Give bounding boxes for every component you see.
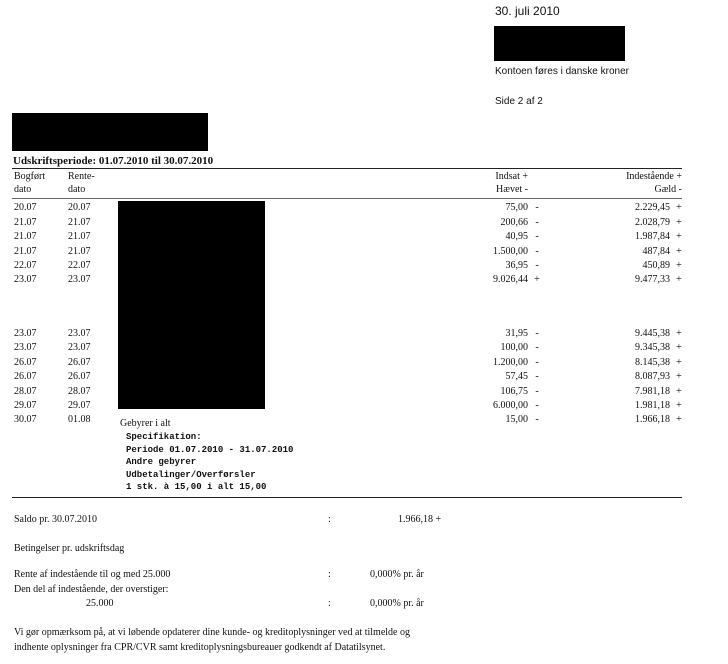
booked-date-cell: 20.07 (14, 202, 37, 213)
amount-sign-cell: - (535, 328, 539, 339)
rate1-label: Rente af indestående til og med 25.000 (14, 569, 171, 580)
amount-cell: 200,66 (500, 217, 528, 228)
notice-text: Vi gør opmærksom på, at vi løbende opdaterer dine kunde- og kreditoplysninger ved at tilmelde og indhente oplysninger fra CPR/CVR samt kreditoplysningsbureauer godkendt af Datatilsynet. (14, 627, 410, 653)
amount-cell: 1.200,00 (493, 357, 528, 368)
balance-sign-cell: + (676, 414, 682, 425)
booked-date-cell: 28.07 (14, 386, 37, 397)
interest-date-cell: 26.07 (68, 357, 91, 368)
balance-cell: 487,84 (642, 246, 670, 257)
amount-cell: 40,95 (505, 231, 528, 242)
col-interest-date: Rente- dato (68, 171, 95, 195)
table-row (14, 260, 686, 275)
table-row (14, 217, 686, 232)
balance-cell: 2.229,45 (635, 202, 670, 213)
amount-cell: 15,00 (505, 414, 528, 425)
amount-sign-cell: - (535, 246, 539, 257)
interest-date-cell: 21.07 (68, 231, 91, 242)
saldo-colon: : (328, 514, 331, 525)
rate2-label: Den del af indestående, der overstiger: (14, 584, 169, 595)
balance-sign-cell: + (676, 371, 682, 382)
col-balance: Indestående + Gæld - (626, 171, 682, 195)
rate1-value: 0,000% pr. år (370, 569, 424, 580)
amount-cell: 106,75 (500, 386, 528, 397)
amount-cell: 75,00 (505, 202, 528, 213)
rate2-colon: : (328, 598, 331, 609)
interest-date-cell: 23.07 (68, 342, 91, 353)
table-row (14, 328, 686, 343)
saldo-label: Saldo pr. 30.07.2010 (14, 514, 98, 525)
redacted-descriptions (118, 201, 265, 409)
balance-sign-cell: + (676, 342, 682, 353)
booked-date-cell: 26.07 (14, 371, 37, 382)
amount-sign-cell: + (534, 274, 540, 285)
interest-date-cell: 29.07 (68, 400, 91, 411)
interest-date-cell: 22.07 (68, 260, 91, 271)
page-indicator: Side 2 af 2 (495, 96, 543, 107)
col-booked-date: Bogført dato (14, 171, 46, 195)
amount-cell: 31,95 (505, 328, 528, 339)
columns-divider (12, 198, 682, 199)
fee-label: Gebyrer i alt (120, 418, 171, 429)
balance-cell: 1.966,18 (635, 414, 670, 425)
booked-date-cell: 21.07 (14, 217, 37, 228)
balance-sign-cell: + (676, 386, 682, 397)
booked-date-cell: 29.07 (14, 400, 37, 411)
saldo-value: 1.966,18 + (398, 514, 442, 525)
balance-cell: 1.987,84 (635, 231, 670, 242)
table-row (14, 371, 686, 386)
statement-date: 30. juli 2010 (495, 4, 560, 18)
balance-sign-cell: + (676, 202, 682, 213)
balance-cell: 8.087,93 (635, 371, 670, 382)
balance-cell: 7.981,18 (635, 386, 670, 397)
balance-cell: 9.477,33 (635, 274, 670, 285)
amount-cell: 9.026,44 (493, 274, 528, 285)
balance-sign-cell: + (676, 231, 682, 242)
booked-date-cell: 30.07 (14, 414, 37, 425)
balance-cell: 2.028,79 (635, 217, 670, 228)
amount-sign-cell: - (535, 414, 539, 425)
amount-sign-cell: - (535, 260, 539, 271)
table-row (14, 274, 686, 289)
balance-sign-cell: + (676, 400, 682, 411)
rate2-value: 0,000% pr. år (370, 598, 424, 609)
interest-date-cell: 01.08 (68, 414, 91, 425)
balance-sign-cell: + (676, 357, 682, 368)
interest-date-cell: 23.07 (68, 328, 91, 339)
balance-sign-cell: + (676, 246, 682, 257)
amount-cell: 57,45 (505, 371, 528, 382)
balance-sign-cell: + (676, 217, 682, 228)
table-row (14, 357, 686, 372)
booked-date-cell: 21.07 (14, 246, 37, 257)
table-row (14, 414, 686, 429)
interest-date-cell: 21.07 (68, 246, 91, 257)
rate2-threshold: 25.000 (86, 598, 114, 609)
amount-sign-cell: - (535, 342, 539, 353)
balance-cell: 9.445,38 (635, 328, 670, 339)
balance-cell: 1.981,18 (635, 400, 670, 411)
table-row (14, 202, 686, 217)
booked-date-cell: 22.07 (14, 260, 37, 271)
interest-date-cell: 21.07 (68, 217, 91, 228)
balance-cell: 9.345,38 (635, 342, 670, 353)
amount-cell: 36,95 (505, 260, 528, 271)
balance-cell: 8.145,38 (635, 357, 670, 368)
interest-date-cell: 28.07 (68, 386, 91, 397)
fee-specification: Specifikation: Periode 01.07.2010 - 31.07.2010 Andre gebyrer Udbetalinger/Overførsler 1 stk. à 15,00 i alt 15,00 (126, 432, 294, 492)
booked-date-cell: 21.07 (14, 231, 37, 242)
amount-sign-cell: - (535, 357, 539, 368)
amount-sign-cell: - (535, 386, 539, 397)
interest-date-cell: 23.07 (68, 274, 91, 285)
amount-cell: 6.000,00 (493, 400, 528, 411)
table-row (14, 386, 686, 401)
currency-note: Kontoen føres i danske kroner (495, 66, 629, 77)
balance-sign-cell: + (676, 260, 682, 271)
booked-date-cell: 26.07 (14, 357, 37, 368)
interest-date-cell: 26.07 (68, 371, 91, 382)
redacted-account-holder (12, 113, 208, 151)
booked-date-cell: 23.07 (14, 342, 37, 353)
balance-sign-cell: + (676, 274, 682, 285)
period-title: Udskriftsperiode: 01.07.2010 til 30.07.2010 (13, 155, 214, 167)
interest-date-cell: 20.07 (68, 202, 91, 213)
table-row (14, 400, 686, 415)
booked-date-cell: 23.07 (14, 274, 37, 285)
amount-sign-cell: - (535, 202, 539, 213)
table-row (14, 231, 686, 246)
table-row (14, 342, 686, 357)
col-amount: Indsat + Hævet - (495, 171, 528, 195)
table-row (14, 246, 686, 261)
amount-sign-cell: - (535, 231, 539, 242)
terms-title: Betingelser pr. udskriftsdag (14, 543, 125, 554)
rate1-colon: : (328, 569, 331, 580)
balance-cell: 450,89 (642, 260, 670, 271)
amount-cell: 100,00 (500, 342, 528, 353)
balance-sign-cell: + (676, 328, 682, 339)
amount-sign-cell: - (535, 400, 539, 411)
header-divider (12, 168, 682, 169)
amount-sign-cell: - (535, 371, 539, 382)
table-bottom-divider (12, 497, 682, 498)
amount-cell: 1.500,00 (493, 246, 528, 257)
booked-date-cell: 23.07 (14, 328, 37, 339)
amount-sign-cell: - (535, 217, 539, 228)
redacted-address-block (494, 26, 625, 61)
